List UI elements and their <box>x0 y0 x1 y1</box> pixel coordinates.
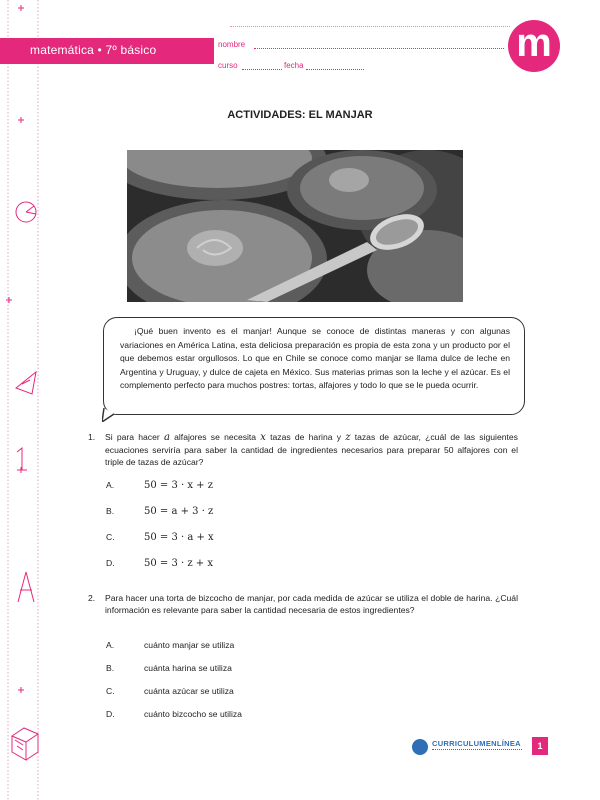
course-line-dots <box>242 69 282 70</box>
page-title: ACTIVIDADES: EL MANJAR <box>227 109 373 121</box>
date-line-dots <box>306 69 364 70</box>
date-label: fecha <box>284 61 304 70</box>
option-text: cuánto manjar se utiliza <box>144 640 235 650</box>
course-label: curso <box>218 61 238 70</box>
name-field <box>214 40 504 54</box>
name-line-dots <box>254 48 504 49</box>
page-number: 1 <box>532 737 548 755</box>
math-logo: m <box>508 20 560 72</box>
curriculum-logo-text: CURRICULUMENLÍNEA <box>432 739 521 748</box>
curriculum-logo-icon <box>412 739 428 755</box>
curriculum-logo <box>412 737 530 757</box>
subject-band <box>0 38 214 64</box>
option-text: cuánta azúcar se utiliza <box>144 686 234 696</box>
option-equation: 50 = 3 · x + z <box>144 480 214 491</box>
name-label: nombre <box>218 40 246 49</box>
question-2-text: Para hacer una torta de bizcocho de manjar, por cada medida de azúcar se utiliza el doble de harina. ¿Cuál información es relevante para saber la cantidad necesaria de estos ingredientes? <box>105 593 518 615</box>
header-dotted-rule <box>230 26 510 27</box>
option-text: cuánto bizcocho se utiliza <box>144 709 242 719</box>
variable-x: x <box>260 432 266 443</box>
subject-label: matemática • 7º básico <box>30 43 157 57</box>
speech-bubble-tail <box>102 408 120 422</box>
option-text: cuánta harina se utiliza <box>144 663 232 673</box>
course-date-field <box>214 61 364 75</box>
option-equation: 50 = a + 3 · z <box>144 506 214 517</box>
question-1 <box>88 431 518 471</box>
manjar-photo <box>127 150 463 302</box>
question-2-number: 2. <box>88 593 96 603</box>
option-equation: 50 = 3 · z + x <box>144 558 214 569</box>
question-1-text: Si para hacer a alfajores se necesita x tazas de harina y z tazas de azúcar, ¿cuál de las siguientes ecuaciones serviría para saber la cantidad de ingredientes necesarios para preparar 50 alfajores con el triple de tazas de azúcar? <box>105 432 518 467</box>
variable-a: a <box>163 432 170 443</box>
question-1-number: 1. <box>88 432 96 442</box>
question-2 <box>88 592 518 632</box>
option-equation: 50 = 3 · a + x <box>144 532 214 543</box>
intro-text-box: ¡Qué buen invento es el manjar! Aunque se conoce de distintas maneras y con algunas variaciones en América Latina, esta deliciosa preparación es propia de esta zona y un producto por el que debemos estar orgullosos. Lo que en Chile se conoce como manjar se llama dulce de leche en Argentina y Uruguay, y dulce de cajeta en México. Sus materias primas son la leche y el azúcar. Es el complemento perfecto para muchos postres: tortas, alfajores y todo lo que se le pueda ocurrir. <box>103 317 525 415</box>
curriculum-logo-underline <box>432 749 522 750</box>
variable-z: z <box>345 432 351 443</box>
